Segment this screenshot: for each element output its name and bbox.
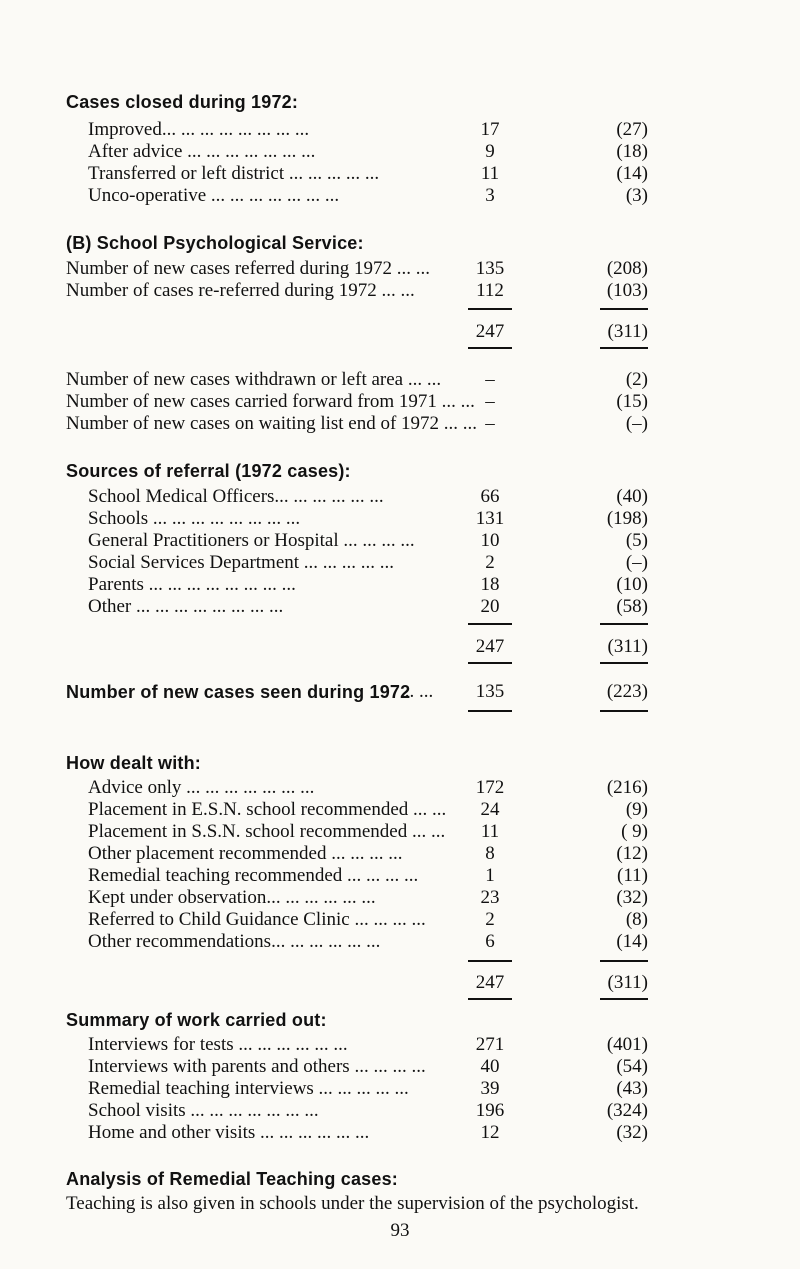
row-previous-value: (58) bbox=[616, 596, 648, 617]
row-label: After advice ... ... ... ... ... ... ... bbox=[88, 141, 316, 162]
row-label: Parents ... ... ... ... ... ... ... ... bbox=[88, 574, 296, 595]
row-previous-value: (14) bbox=[616, 163, 648, 184]
table-row bbox=[0, 886, 800, 910]
row-label: Placement in S.S.N. school recommended ... ... bbox=[88, 821, 446, 842]
row-previous-value: (9) bbox=[625, 799, 648, 820]
row-value: 6 bbox=[485, 931, 495, 952]
total-rule bbox=[468, 960, 512, 962]
row-previous-value: (10) bbox=[616, 574, 648, 595]
table-row bbox=[0, 908, 800, 932]
row-previous-value: (198) bbox=[606, 508, 648, 529]
table-row bbox=[0, 507, 800, 531]
row-value: 271 bbox=[475, 1034, 505, 1055]
total-value: 247 bbox=[475, 972, 505, 993]
table-row bbox=[0, 595, 800, 619]
table-row bbox=[0, 162, 800, 186]
table-row bbox=[0, 368, 800, 392]
row-previous-value: (14) bbox=[616, 931, 648, 952]
row-value: 10 bbox=[480, 530, 500, 551]
table-row bbox=[0, 485, 800, 509]
row-value: 23 bbox=[480, 887, 500, 908]
row-label: Interviews for tests ... ... ... ... ... ... bbox=[88, 1034, 348, 1055]
total-row bbox=[0, 320, 800, 344]
total-rule bbox=[468, 308, 512, 310]
table-row bbox=[0, 529, 800, 553]
analysis-heading: Analysis of Remedial Teaching cases: bbox=[66, 1169, 398, 1189]
row-value: 2 bbox=[485, 909, 495, 930]
total-row bbox=[0, 971, 800, 995]
table-row bbox=[0, 1055, 800, 1079]
table-row bbox=[0, 551, 800, 575]
total-rule bbox=[468, 347, 512, 349]
total-previous-value: (311) bbox=[607, 636, 648, 657]
row-previous-value: (8) bbox=[625, 909, 648, 930]
row-value: 112 bbox=[476, 280, 504, 301]
row-value: 9 bbox=[485, 141, 495, 162]
table-row bbox=[0, 1077, 800, 1101]
total-rule bbox=[600, 710, 648, 712]
row-previous-value: (401) bbox=[606, 1034, 648, 1055]
row-value: 11 bbox=[480, 163, 500, 184]
seen-leader-dots: ... ... bbox=[400, 681, 434, 702]
total-rule bbox=[600, 662, 648, 664]
table-row bbox=[0, 573, 800, 597]
total-previous-value: (311) bbox=[607, 321, 648, 342]
cases-closed-heading: Cases closed during 1972: bbox=[66, 92, 299, 112]
total-value: 247 bbox=[475, 636, 505, 657]
total-rule bbox=[468, 662, 512, 664]
row-previous-value: (–) bbox=[625, 552, 648, 573]
row-label: School visits ... ... ... ... ... ... ... bbox=[88, 1100, 319, 1121]
row-value: 3 bbox=[485, 185, 495, 206]
row-value: 8 bbox=[485, 843, 495, 864]
row-value: 40 bbox=[480, 1056, 500, 1077]
row-value: 11 bbox=[480, 821, 500, 842]
row-value: – bbox=[485, 369, 495, 390]
table-row bbox=[0, 1033, 800, 1057]
row-previous-value: (40) bbox=[616, 486, 648, 507]
row-previous-value: (3) bbox=[625, 185, 648, 206]
row-label: Other recommendations... ... ... ... ... ... bbox=[88, 931, 381, 952]
page-number: 93 bbox=[390, 1220, 410, 1241]
row-value: 20 bbox=[480, 596, 500, 617]
row-label: Number of new cases withdrawn or left area ... ... bbox=[66, 369, 442, 390]
row-label: Remedial teaching recommended ... ... ... ... bbox=[88, 865, 419, 886]
row-previous-value: (54) bbox=[616, 1056, 648, 1077]
row-value: 172 bbox=[475, 777, 505, 798]
row-value: 17 bbox=[480, 119, 500, 140]
row-previous-value: (2) bbox=[625, 369, 648, 390]
row-previous-value: (18) bbox=[616, 141, 648, 162]
row-label: Number of new cases referred during 1972 ... ... bbox=[66, 258, 431, 279]
total-value: 247 bbox=[475, 321, 505, 342]
row-value: 18 bbox=[480, 574, 500, 595]
row-label: Transferred or left district ... ... ... ... ... bbox=[88, 163, 380, 184]
table-row bbox=[0, 257, 800, 281]
row-label: School Medical Officers... ... ... ... ... ... bbox=[88, 486, 384, 507]
row-value: 39 bbox=[480, 1078, 500, 1099]
total-rule bbox=[600, 308, 648, 310]
sources-heading: Sources of referral (1972 cases): bbox=[66, 461, 351, 481]
row-label: Unco-operative ... ... ... ... ... ... ... bbox=[88, 185, 340, 206]
row-label: Home and other visits ... ... ... ... ... ... bbox=[88, 1122, 370, 1143]
row-label: Kept under observation... ... ... ... ... ... bbox=[88, 887, 376, 908]
row-value: 24 bbox=[480, 799, 500, 820]
psychological-service-heading: (B) School Psychological Service: bbox=[66, 233, 364, 253]
total-rule bbox=[600, 623, 648, 625]
row-previous-value: (324) bbox=[606, 1100, 648, 1121]
row-previous-value: (32) bbox=[616, 887, 648, 908]
table-row bbox=[0, 412, 800, 436]
table-row bbox=[0, 776, 800, 800]
row-previous-value: (–) bbox=[625, 413, 648, 434]
row-previous-value: (27) bbox=[616, 119, 648, 140]
row-value: – bbox=[485, 391, 495, 412]
row-previous-value: (103) bbox=[606, 280, 648, 301]
total-row bbox=[0, 635, 800, 659]
seen-value: 135 bbox=[475, 681, 505, 702]
table-row bbox=[0, 279, 800, 303]
row-label: Placement in E.S.N. school recommended ... ... bbox=[88, 799, 447, 820]
table-row bbox=[0, 118, 800, 142]
table-row bbox=[0, 930, 800, 954]
table-row bbox=[0, 390, 800, 414]
row-previous-value: (5) bbox=[625, 530, 648, 551]
row-previous-value: (43) bbox=[616, 1078, 648, 1099]
table-row bbox=[0, 184, 800, 208]
table-row bbox=[0, 820, 800, 844]
summary-heading: Summary of work carried out: bbox=[66, 1010, 327, 1030]
total-previous-value: (311) bbox=[607, 972, 648, 993]
table-row bbox=[0, 140, 800, 164]
dealt-heading: How dealt with: bbox=[66, 753, 201, 773]
seen-heading: Number of new cases seen during 1972 bbox=[66, 682, 411, 702]
row-label: Other ... ... ... ... ... ... ... ... bbox=[88, 596, 284, 617]
row-value: – bbox=[485, 413, 495, 434]
seen-previous-value: (223) bbox=[606, 681, 648, 702]
total-rule bbox=[600, 347, 648, 349]
total-rule bbox=[468, 710, 512, 712]
row-label: Advice only ... ... ... ... ... ... ... bbox=[88, 777, 315, 798]
total-rule bbox=[468, 623, 512, 625]
row-value: 2 bbox=[485, 552, 495, 573]
row-value: 12 bbox=[480, 1122, 500, 1143]
row-label: Improved... ... ... ... ... ... ... ... bbox=[88, 119, 310, 140]
row-previous-value: (216) bbox=[606, 777, 648, 798]
row-label: Social Services Department ... ... ... ... ... bbox=[88, 552, 395, 573]
row-label: Interviews with parents and others ... ... ... ... bbox=[88, 1056, 426, 1077]
row-previous-value: (11) bbox=[617, 865, 648, 886]
table-row bbox=[0, 1099, 800, 1123]
row-value: 1 bbox=[485, 865, 495, 886]
row-previous-value: (15) bbox=[616, 391, 648, 412]
total-rule bbox=[600, 998, 648, 1000]
row-label: Other placement recommended ... ... ... ... bbox=[88, 843, 403, 864]
analysis-text: Teaching is also given in schools under the supervision of the psychologist. bbox=[66, 1193, 639, 1214]
row-value: 66 bbox=[480, 486, 500, 507]
row-label: Remedial teaching interviews ... ... ... ... ... bbox=[88, 1078, 409, 1099]
total-rule bbox=[468, 998, 512, 1000]
row-previous-value: (12) bbox=[616, 843, 648, 864]
row-label: Number of new cases carried forward from 1971 ... ... bbox=[66, 391, 475, 412]
row-previous-value: ( 9) bbox=[621, 821, 648, 842]
table-row bbox=[0, 1121, 800, 1145]
row-value: 135 bbox=[475, 258, 505, 279]
seen-row bbox=[0, 680, 800, 704]
row-value: 131 bbox=[475, 508, 505, 529]
table-row bbox=[0, 864, 800, 888]
row-label: Number of cases re-referred during 1972 ... ... bbox=[66, 280, 415, 301]
row-value: 196 bbox=[475, 1100, 505, 1121]
row-label: General Practitioners or Hospital ... ... ... ... bbox=[88, 530, 415, 551]
table-row bbox=[0, 842, 800, 866]
table-row bbox=[0, 798, 800, 822]
row-label: Referred to Child Guidance Clinic ... ... ... ... bbox=[88, 909, 426, 930]
row-label: Number of new cases on waiting list end of 1972 ... ... bbox=[66, 413, 478, 434]
row-label: Schools ... ... ... ... ... ... ... ... bbox=[88, 508, 301, 529]
row-previous-value: (32) bbox=[616, 1122, 648, 1143]
row-previous-value: (208) bbox=[606, 258, 648, 279]
total-rule bbox=[600, 960, 648, 962]
